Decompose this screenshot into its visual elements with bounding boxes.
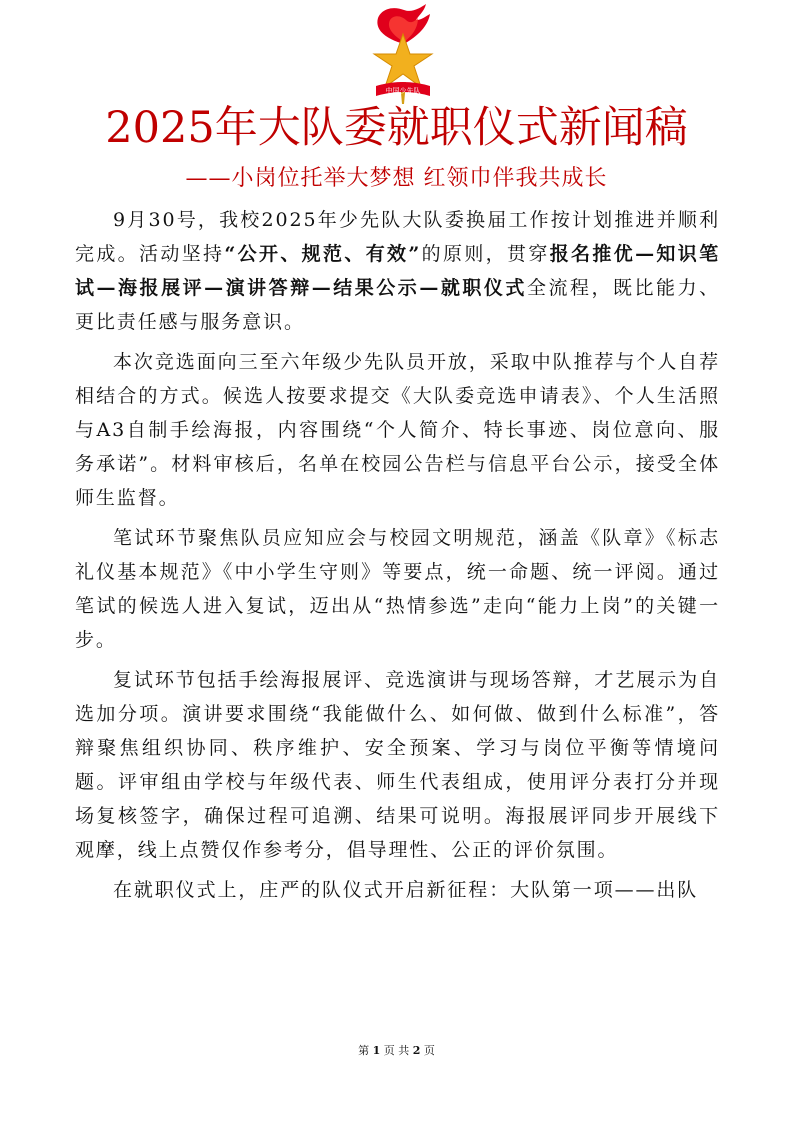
paragraph <box>75 203 720 339</box>
bold-text-segment: “公开、规范、有效” <box>224 243 422 265</box>
paragraph <box>75 663 720 867</box>
footer-current-page: 1 <box>372 1044 381 1057</box>
young-pioneers-logo <box>360 4 446 104</box>
page-subtitle: ——小岗位托举大梦想 红领巾伴我共成长 <box>185 166 608 191</box>
paragraph <box>75 873 720 907</box>
paragraph <box>75 521 720 657</box>
text-segment: 在就职仪式上，庄严的队仪式开启新征程：大队第一项——出队 <box>113 879 699 901</box>
bold-text-segment: 报名推优—知识笔试—海报展评—演讲答辩—结果公示—就职仪式 <box>75 243 721 299</box>
footer-suffix: 页 <box>423 1044 435 1057</box>
text-segment: 笔试环节聚焦队员应知应会与校园文明规范，涵盖《队章》《标志礼仪基本规范》《中小学生守则》等要点，统一命题、统一评阅。通过笔试的候选人进入复试，迈出从“热情参选”走向“能力上岗”的关键一步。 <box>75 527 720 651</box>
footer-middle: 页 共 <box>383 1044 410 1057</box>
page-title: 2025年大队委就职仪式新闻稿 <box>105 103 688 153</box>
text-segment: 复试环节包括手绘海报展评、竞选演讲与现场答辩，才艺展示为自选加分项。演讲要求围绕“我能做什么、如何做、做到什么标准”，答辩聚焦组织协同、秩序维护、安全预案、学习与岗位平衡等情境问题。评审组由学校与年级代表、师生代表组成，使用评分表打分并现场复核签字，确保过程可追溯、结果可说明。海报展评同步开展线下观摩，线上点赞仅作参考分，倡导理性、公正的评价氛围。 <box>75 669 720 861</box>
text-segment: 9月30号，我校2025年少先队大队委换届工作按计划推进并顺利完成。活动坚持 <box>75 209 720 265</box>
star-icon <box>374 34 432 87</box>
text-segment: 的原则，贯穿 <box>421 243 550 265</box>
text-segment: 全流程，既比能力、更比责任感与服务意识。 <box>75 277 720 333</box>
text-segment: 本次竞选面向三至六年级少先队员开放，采取中队推荐与个人自荐相结合的方式。候选人按要求提交《大队委竞选申请表》、个人生活照与A3自制手绘海报，内容围绕“个人简介、特长事迹、岗位意向、服务承诺”。材料审核后，名单在校园公告栏与信息平台公示，接受全体师生监督。 <box>75 351 720 509</box>
footer-total-pages: 2 <box>412 1044 421 1057</box>
page-footer <box>0 1042 793 1058</box>
paragraph <box>75 345 720 515</box>
logo-text: 中国少先队 <box>385 87 421 95</box>
article-body <box>75 203 720 907</box>
footer-prefix: 第 <box>358 1044 370 1057</box>
